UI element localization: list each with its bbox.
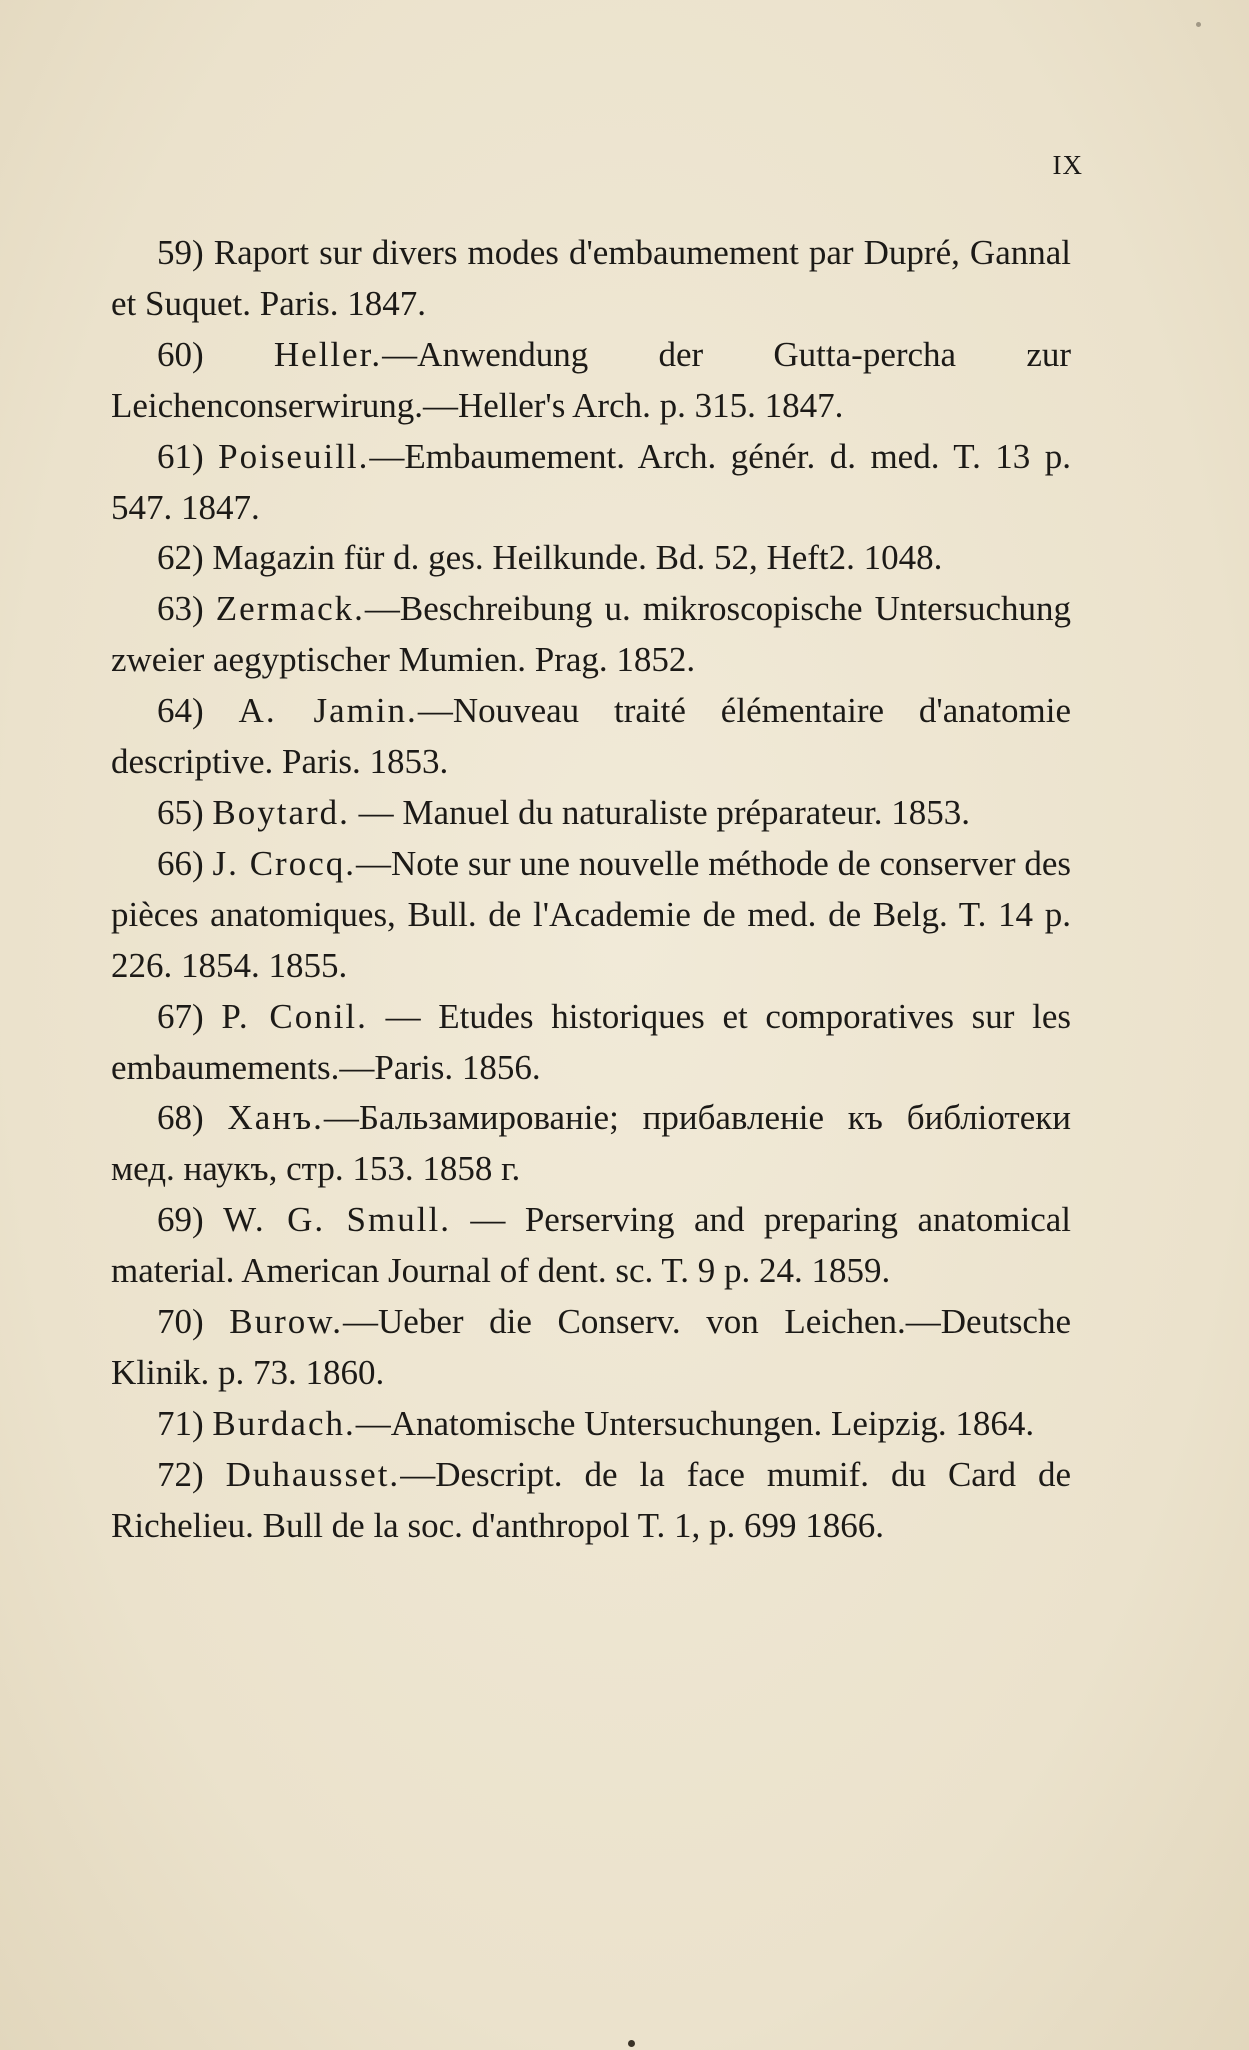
reference-text: — Etudes historiques et comporatives sur les embaumements.—Paris. 1856. <box>111 996 1071 1087</box>
reference-item <box>111 1195 1071 1297</box>
reference-text: Raport sur divers modes d'embaumement par Dupré, Gannal et Suquet. Paris. 1847. <box>111 233 1072 323</box>
reference-item <box>111 1450 1071 1552</box>
reference-text: —Anatomische Untersuchungen. Leipzig. 1864. <box>355 1403 1035 1443</box>
reference-number: 59) <box>157 233 204 272</box>
reference-author: Burow. <box>229 1302 344 1342</box>
reference-item <box>111 788 1071 839</box>
reference-author: Burdach. <box>212 1403 356 1443</box>
reference-number: 69) <box>157 1200 204 1240</box>
reference-number: 67) <box>157 996 204 1036</box>
reference-text: — Perserving and preparing anatomical material. American Journal of dent. sc. T. 9 p. 24. 1859. <box>111 1200 1071 1291</box>
reference-author: A. Jamin. <box>238 691 418 731</box>
reference-text: —Beschreibung u. mikroscopische Untersuchung zweier aegyptischer Mumien. Prag. 1852. <box>111 589 1071 680</box>
reference-text: —Ueber die Conserv. von Leichen.—Deutsche Klinik. p. 73. 1860. <box>111 1302 1072 1392</box>
reference-author: Poiseuill. <box>218 436 370 476</box>
reference-text: — Manuel du naturaliste préparateur. 1853. <box>349 792 971 832</box>
reference-item <box>111 992 1071 1094</box>
reference-text: —Nouveau traité élémentaire d'anatomie descriptive. Paris. 1853. <box>111 691 1071 782</box>
reference-text: —Anwendung der Gutta-percha zur Leichenconserwirung.—Heller's Arch. p. 315. 1847. <box>111 334 1072 425</box>
reference-number: 70) <box>157 1302 204 1342</box>
reference-text: —Бальзамированіе; прибавленіе къ библіотеки мед. наукъ, стр. 153. 1858 г. <box>111 1098 1071 1189</box>
reference-author: Ханъ. <box>227 1098 324 1138</box>
reference-item <box>111 228 1071 330</box>
reference-number: 62) <box>157 538 204 578</box>
reference-text: —Embaumement. Arch. génér. d. med. T. 13 p. 547. 1847. <box>111 436 1071 527</box>
reference-number: 61) <box>157 436 204 476</box>
reference-author: J. Crocq. <box>212 843 356 883</box>
reference-text: Magazin für d. ges. Heilkunde. Bd. 52, Heft2. 1048. <box>212 538 943 578</box>
reference-item <box>111 584 1071 686</box>
reference-text: —Descript. de la face mumif. du Card de Richelieu. Bull de la soc. d'anthropol T. 1, p. 699 1866. <box>111 1454 1071 1545</box>
reference-number: 66) <box>157 843 204 883</box>
reference-author: Duhausset. <box>225 1454 401 1494</box>
reference-item <box>111 1093 1071 1195</box>
reference-author: P. Conil. <box>221 996 368 1036</box>
reference-author: Boytard. <box>212 792 350 832</box>
reference-author: Zermack. <box>215 589 365 629</box>
reference-number: 65) <box>157 792 204 832</box>
reference-list <box>111 228 1071 1552</box>
reference-item <box>111 533 1071 584</box>
reference-number: 68) <box>157 1098 204 1138</box>
page-number: IX <box>1052 150 1083 180</box>
reference-author: W. G. Smull. <box>223 1200 451 1240</box>
reference-item <box>111 1297 1071 1399</box>
reference-number: 60) <box>157 334 204 374</box>
paper-spot <box>1196 22 1201 27</box>
reference-item <box>111 1399 1071 1450</box>
reference-number: 71) <box>157 1403 204 1443</box>
reference-number: 64) <box>157 691 204 731</box>
reference-item <box>111 330 1071 432</box>
reference-item <box>111 432 1071 534</box>
reference-number: 72) <box>157 1454 204 1494</box>
paper-spot <box>628 2040 635 2047</box>
reference-item <box>111 839 1071 992</box>
reference-number: 63) <box>157 589 204 629</box>
reference-item <box>111 686 1071 788</box>
reference-author: Heller. <box>273 334 383 374</box>
reference-text: —Note sur une nouvelle méthode de conserver des pièces anatomiques, Bull. de l'Academie de med. de Belg. T. 14 p. 226. 1854. 1855. <box>111 843 1071 985</box>
